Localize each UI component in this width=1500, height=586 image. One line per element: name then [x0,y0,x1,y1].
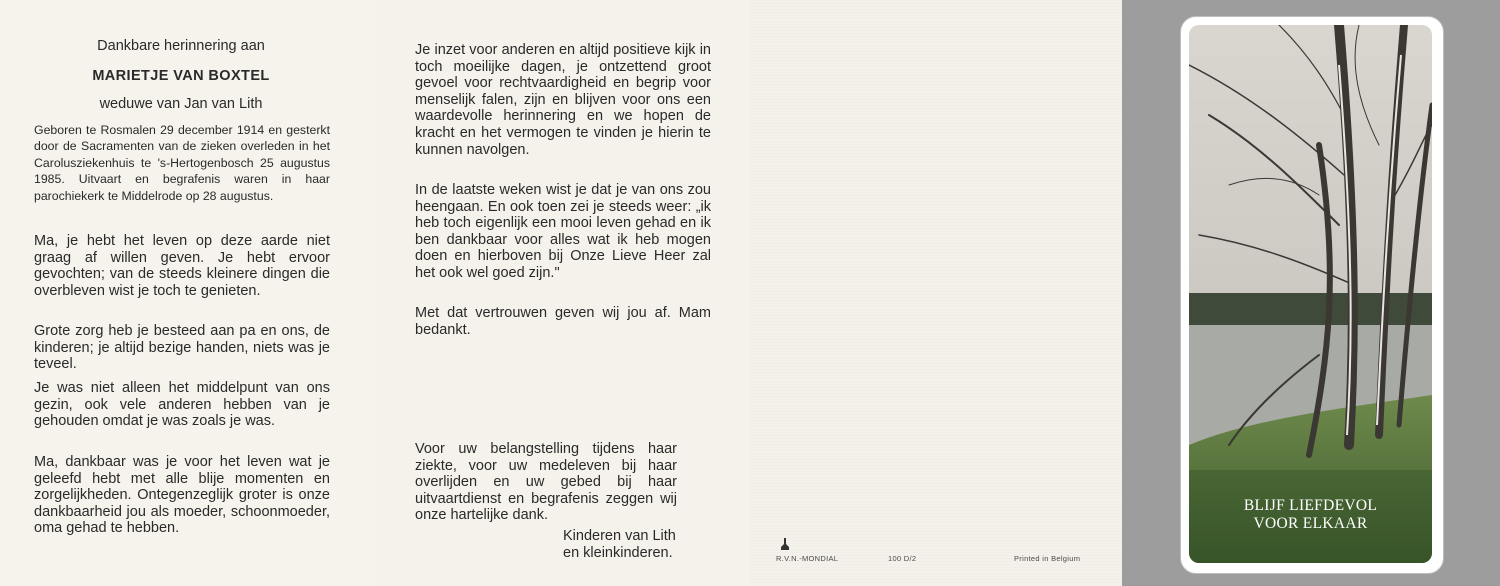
cover-title-line: BLIJF LIEFDEVOL [1243,497,1378,514]
paragraph: Grote zorg heb je besteed aan pa en ons, de kinderen; je altijd bezige handen, niets was je teveel. [34,323,330,373]
birch-trees-photo-icon [1189,25,1432,563]
paragraph: Met dat vertrouwen geven wij jou af. Mam bedankt. [415,305,711,338]
cover-title [1189,497,1432,533]
printed-in: Printed in Belgium [1014,554,1081,563]
paragraph: Je inzet voor anderen en altijd positieve kijk in toch moeilijke dagen, je ontzettend groot gevoel voor rechtvaardigheid en begrip voor menselijk falen, zijn en blijven voor ons een waardevolle herinnering en we hopen de kracht en het vermogen te vinden je hierin te kunnen navolgen. [415,42,711,158]
paragraph: In de laatste weken wist je dat je van ons zou heengaan. En ook toen zei je steeds weer: „ik heb toch eigenlijk een mooi leven gehad en ik ben dankbaar voor alles wat ik heb mogen doen en hierboven bij Onze Lieve Heer zal het ook wel goed zijn." [415,182,711,281]
cover-title-line: VOOR ELKAAR [1253,515,1368,532]
thanks-text: Voor uw belangstelling tijdens haar ziekte, voor uw medeleven bij haar overlijden en uw gebed bij haar uitvaartdienst en begrafenis zeggen wij onze hartelijke dank. [415,441,677,524]
card-code: 100 D/2 [888,554,917,563]
deceased-name: MARIETJE VAN BOXTEL [92,68,270,84]
paragraph: Ma, je hebt het leven op deze aarde niet graag af willen geven. Je hebt ervoor gevochten; van de steeds kleinere dingen die overbleven wist je toch te genieten. [34,233,330,299]
middle-panel [375,0,750,586]
back-panel [750,0,1122,586]
biography: Geboren te Rosmalen 29 december 1914 en gesterkt door de Sacramenten van de zieken overleden in het Carolusziekenhuis te 's-Hertogenbosch 25 augustus 1985. Uitvaart en begrafenis waren in haar parochiekerk te Middelrode op 28 augustus. [34,123,330,203]
cover-photo [1189,25,1432,563]
intro-text: Dankbare herinnering aan [97,38,265,54]
widow-line: weduwe van Jan van Lith [99,96,263,112]
signature-line: en kleinkinderen. [563,545,673,561]
paragraph: Ma, dankbaar was je voor het leven wat je geleefd hebt met alle blije momenten en zorgelijkheden. Ontegenzeglijk groter is onze dankbaarheid jou als moeder, schoonmoeder, oma gehad te hebben. [34,454,330,537]
left-panel [0,0,375,586]
paragraph: Je was niet alleen het middelpunt van ons gezin, ook vele anderen hebben van je gehouden omdat je was zoals je was. [34,380,330,430]
signature-line: Kinderen van Lith [563,528,676,544]
cover-panel [1122,0,1500,586]
publisher-logo-icon [781,538,789,550]
publisher-name: R.V.N.-MONDIAL [776,554,839,563]
